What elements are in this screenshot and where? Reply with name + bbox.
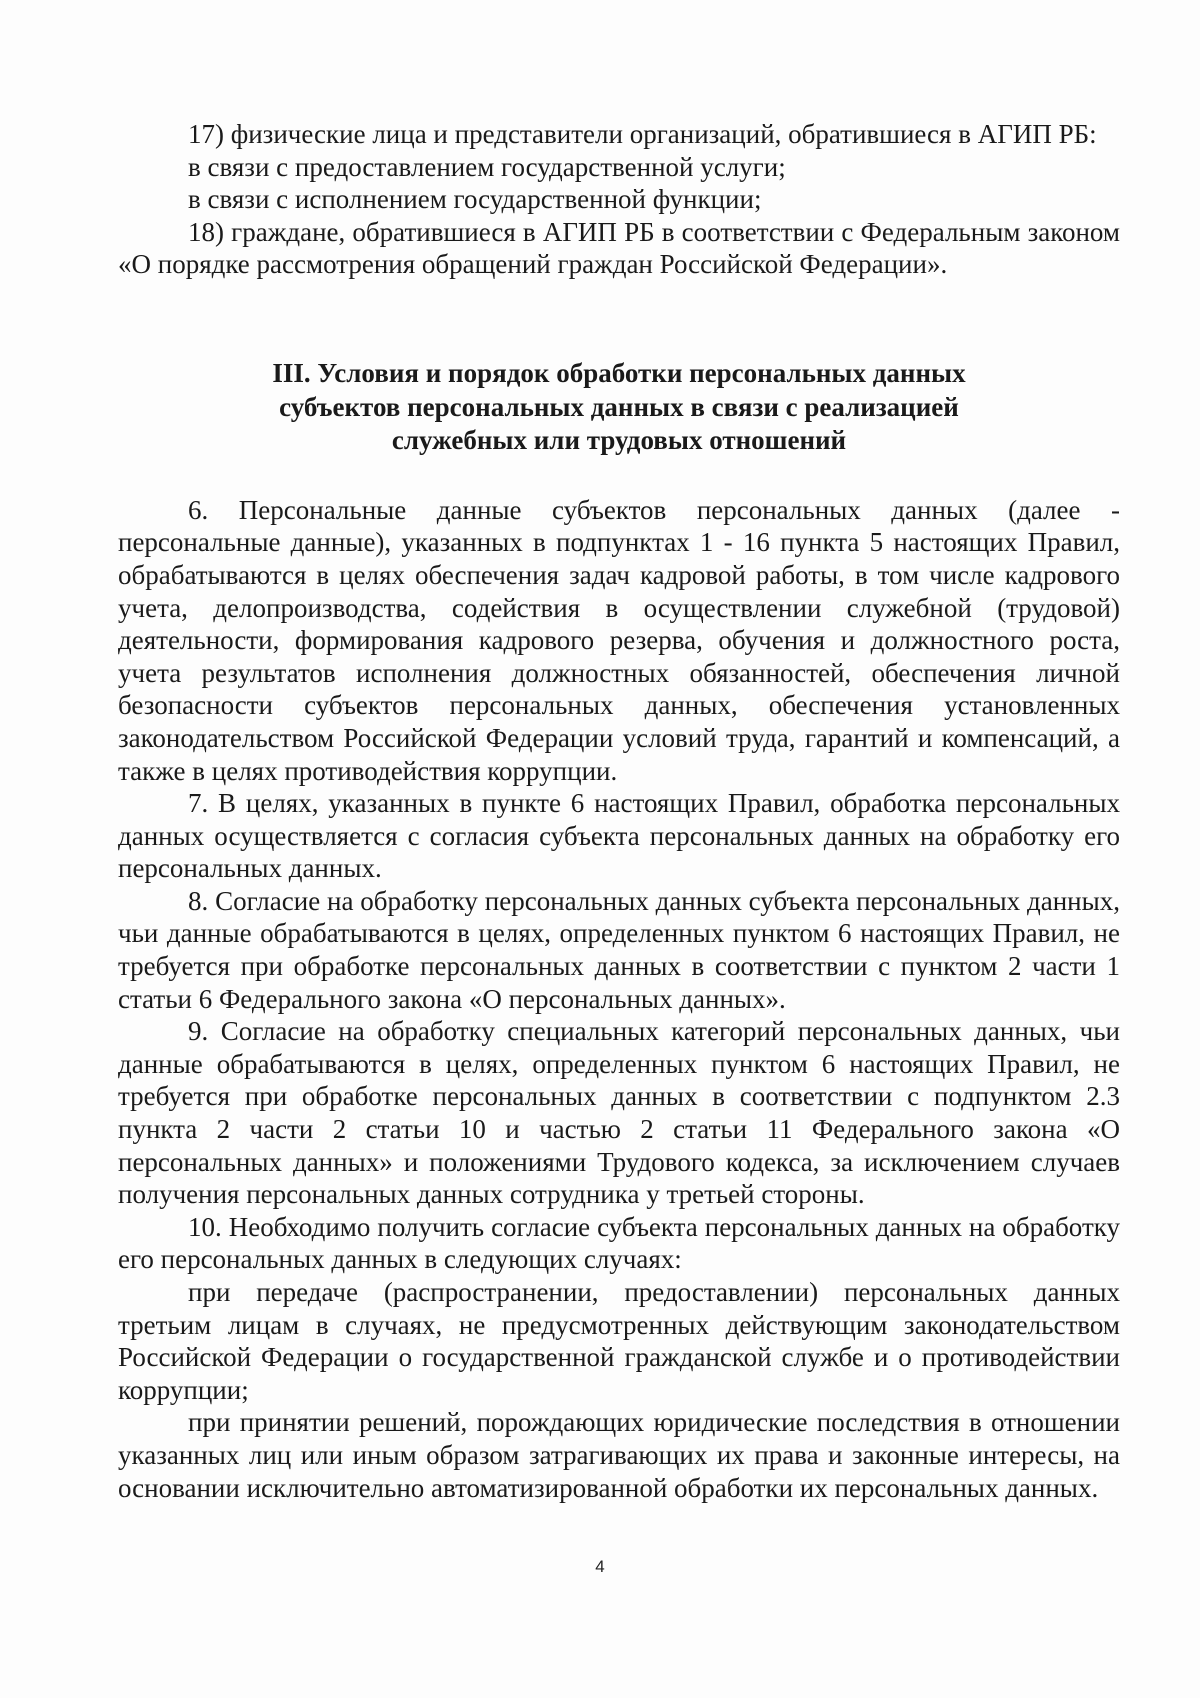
paragraph-7: 7. В целях, указанных в пункте 6 настоящих Правил, обработка персональных данных осуществляется с согласия субъекта персональных данных на обработку его персональных данных. [118, 788, 1120, 884]
spacer [118, 458, 1120, 494]
list-item-17-b: в связи с исполнением государственной функции; [188, 184, 762, 215]
page-number: 4 [595, 1557, 605, 1576]
paragraph-6: 6. Персональные данные субъектов персональных данных (далее - персональные данные), указанных в подпунктах 1 - 16 пункта 5 настоящих Правил, обрабатываются в целях обеспечения задач кадровой работы, в том числе кадрового учета, делопроизводства, содействия в осуществлении служебной (трудовой) деятельности, формирования кадрового резерва, обучения и должностного роста, учета результатов исполнения должностных обязанностей, обеспечения личной безопасности субъектов персональных данных, обеспечения установленных законодательством Российской Федерации условий труда, гарантий и компенсаций, а также в целях противодействия коррупции. [118, 494, 1120, 786]
list-item-17: 17) физические лица и представители организаций, обратившиеся в АГИП РБ: [188, 119, 1097, 149]
section-heading-line-2: субъектов персональных данных в связи с реализацией [279, 391, 959, 422]
section-heading [118, 357, 1120, 458]
paragraph-9: 9. Согласие на обработку специальных категорий персональных данных, чьи данные обрабатываются в целях, определенных пунктом 6 настоящих Правил, не требуется при обработке персональных данных в соответствии с подпунктом 2.3 пункта 2 части 2 статьи 10 и частью 2 статьи 11 Федерального закона «О персональных данных» и положениями Трудового кодекса, за исключением случаев получения персональных данных сотрудника у третьей стороны. [118, 1016, 1120, 1210]
paragraph-10-case-a: при передаче (распространении, предоставлении) персональных данных третьим лицам в случаях, не предусмотренных действующим законодательством Российской Федерации о государственной гражданской службе и о противодействии коррупции; [118, 1277, 1120, 1405]
paragraph-10: 10. Необходимо получить согласие субъекта персональных данных на обработку его персональных данных в следующих случаях: [118, 1211, 1120, 1275]
section-heading-line-1: III. Условия и порядок обработки персональных данных [272, 357, 966, 388]
paragraph-10-case-b: при принятии решений, порождающих юридические последствия в отношении указанных лиц или иным образом затрагивающих их права и законные интересы, на основании исключительно автоматизированной обработки их персональных данных. [118, 1407, 1120, 1503]
paragraph-8: 8. Согласие на обработку персональных данных субъекта персональных данных, чьи данные обрабатываются в целях, определенных пунктом 6 настоящих Правил, не требуется при обработке персональных данных в соответствии с пунктом 2 части 1 статьи 6 Федерального закона «О персональных данных». [118, 885, 1120, 1014]
section-heading-line-3: служебных или трудовых отношений [391, 425, 847, 456]
list-item-17-a: в связи с предоставлением государственной услуги; [188, 151, 786, 182]
list-item-18: 18) граждане, обратившиеся в АГИП РБ в соответствии с Федеральным законом «О порядке рассмотрения обращений граждан Российской Федерации». [118, 216, 1120, 280]
document-body [118, 118, 1120, 1504]
